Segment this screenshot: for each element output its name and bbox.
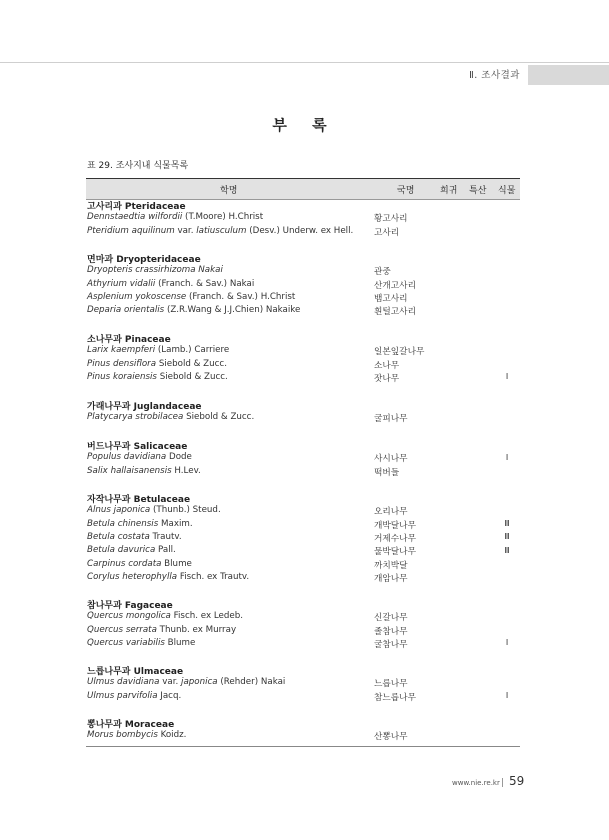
species-author: Blume [164, 637, 196, 648]
species-korean-name: 느릅나무 [374, 679, 408, 690]
species-binomial: Ulmus parvifolia [87, 690, 158, 701]
species-korean-name: 굴참나무 [374, 639, 408, 650]
page-number: 59 [509, 774, 525, 788]
species-binomial: Ulmus davidiana [87, 677, 160, 688]
species-korean-name: 떡버들 [374, 467, 400, 478]
species-scientific-name [87, 345, 229, 355]
species-scientific-name [87, 226, 353, 236]
species-author: Fisch. ex Trautv. [177, 571, 250, 582]
species-korean-name: 물박달나무 [374, 547, 416, 558]
species-scientific-name [87, 625, 236, 635]
family-label: 자작나무과 Betulaceae [87, 495, 191, 505]
species-author: Trautv. [149, 531, 182, 542]
species-author: Thunb. ex Murray [156, 624, 237, 635]
header-rule [0, 62, 609, 63]
family-label: 참나무과 Fagaceae [87, 601, 173, 611]
species-scientific-name [87, 452, 192, 462]
species-korean-name: 관중 [374, 267, 391, 278]
species-korean-name: 개박달나무 [374, 520, 416, 531]
family-label: 느릅나무과 Ulmaceae [87, 667, 184, 677]
species-korean-name: 사시나무 [374, 454, 408, 465]
species-korean-name: 산뽕나무 [374, 732, 408, 743]
species-binomial: Corylus heterophylla [87, 571, 178, 582]
species-scientific-name [87, 545, 176, 555]
species-author-tail: (Rehder) Nakai [217, 677, 286, 688]
species-author: Pall. [155, 545, 176, 556]
species-infraspecific: japonica [181, 677, 218, 688]
species-scientific-name [87, 532, 182, 542]
species-binomial: Larix kaempferi [87, 345, 156, 356]
species-korean-name: 소나무 [374, 360, 400, 371]
species-scientific-name [87, 279, 254, 289]
species-korean-name: 흰털고사리 [374, 307, 416, 318]
species-author: Siebold & Zucc. [183, 412, 255, 423]
species-author: Maxim. [158, 518, 193, 529]
species-korean-name: 참느릅나무 [374, 692, 416, 703]
species-korean-name: 졸참나무 [374, 626, 408, 637]
chapter-tab [528, 65, 609, 85]
species-plant-grade: I [505, 691, 509, 701]
col-rare: 희귀 [440, 186, 458, 196]
species-author: Siebold & Zucc. [156, 371, 228, 382]
footer-url: www.nie.re.kr [452, 779, 500, 787]
species-plant-grade: I [505, 372, 509, 382]
species-korean-name: 오리나무 [374, 507, 408, 518]
species-binomial: Quercus variabilis [87, 637, 165, 648]
species-binomial: Deparia orientalis [87, 305, 165, 316]
species-korean-name: 고사리 [374, 227, 400, 238]
species-scientific-name [87, 519, 193, 529]
species-plant-grade: Ⅲ [504, 545, 510, 555]
species-scientific-name [87, 611, 243, 621]
species-korean-name: 신갈나무 [374, 613, 408, 624]
species-author: (Z.R.Wang & J.J.Chien) Nakaike [164, 305, 301, 316]
species-binomial: Dennstaedtia wilfordii [87, 212, 183, 223]
col-korean-name: 국명 [397, 186, 415, 196]
species-plant-grade: I [505, 638, 509, 648]
species-scientific-name [87, 292, 295, 302]
species-scientific-name [87, 638, 195, 648]
species-scientific-name [87, 212, 263, 222]
species-korean-name: 거제수나무 [374, 533, 416, 544]
species-binomial: Betula costata [87, 531, 150, 542]
species-binomial: Salix hallaisanensis [87, 465, 172, 476]
species-scientific-name [87, 730, 186, 740]
family-label: 가래나무과 Juglandaceae [87, 402, 202, 412]
footer-separator [502, 778, 503, 787]
species-scientific-name [87, 466, 201, 476]
family-label: 면마과 Dryopteridaceae [87, 255, 201, 265]
species-author: (Franch. & Sav.) Nakai [155, 278, 255, 289]
species-korean-name: 황고사리 [374, 214, 408, 225]
species-binomial: Populus davidiana [87, 452, 167, 463]
species-korean-name: 잣나무 [374, 373, 400, 384]
species-binomial: Athyrium vidalii [87, 278, 156, 289]
species-plant-grade: Ⅲ [504, 532, 510, 542]
species-scientific-name [87, 691, 181, 701]
species-binomial: Pinus densiflora [87, 358, 157, 369]
species-scientific-name [87, 265, 223, 275]
table-header [86, 178, 520, 200]
species-binomial: Quercus mongolica [87, 611, 171, 622]
species-author: var. [159, 677, 182, 688]
species-author: Jacq. [157, 690, 182, 701]
species-binomial: Morus bombycis [87, 730, 158, 741]
species-author: (Lamb.) Carriere [155, 345, 230, 356]
species-author: Fisch. ex Ledeb. [170, 611, 244, 622]
col-scientific-name: 학명 [220, 186, 238, 196]
species-binomial: Alnus japonica [87, 505, 151, 516]
species-korean-name: 뱀고사리 [374, 293, 408, 304]
family-label: 고사리과 Pteridaceae [87, 202, 186, 212]
species-binomial: Betula chinensis [87, 518, 159, 529]
species-author: Blume [161, 558, 192, 569]
species-binomial: Pteridium aquilinum [87, 225, 175, 236]
col-plant: 식물 [498, 186, 516, 196]
species-binomial: Dryopteris crassirhizoma Nakai [87, 265, 223, 276]
table-caption: 표 29. 조사지내 식물목록 [87, 161, 189, 171]
species-author: Siebold & Zucc. [156, 358, 227, 369]
table-bottom-rule [86, 746, 520, 747]
species-scientific-name [87, 572, 249, 582]
species-author-tail: (Desv.) Underw. ex Hell. [246, 225, 354, 236]
species-binomial: Quercus serrata [87, 624, 157, 635]
page-title: 부 록 [272, 116, 337, 134]
species-binomial: Asplenium yokoscense [87, 291, 187, 302]
species-author: (Franch. & Sav.) H.Christ [186, 291, 296, 302]
species-binomial: Pinus koraiensis [87, 371, 157, 382]
species-korean-name: 굴피나무 [374, 414, 408, 425]
species-scientific-name [87, 372, 228, 382]
species-scientific-name [87, 412, 254, 422]
species-korean-name: 까치박달 [374, 560, 408, 571]
species-author: (T.Moore) H.Christ [182, 212, 264, 223]
species-korean-name: 일본잎갈나무 [374, 347, 425, 358]
family-label: 소나무과 Pinaceae [87, 335, 171, 345]
species-binomial: Betula davurica [87, 545, 156, 556]
species-scientific-name [87, 305, 300, 315]
species-scientific-name [87, 359, 227, 369]
species-korean-name: 개암나무 [374, 573, 408, 584]
species-infraspecific: latiusculum [196, 225, 247, 236]
species-author: Dode [166, 452, 192, 463]
col-endemic: 특산 [469, 186, 487, 196]
species-plant-grade: I [505, 452, 509, 462]
species-scientific-name [87, 505, 221, 515]
family-label: 뽕나무과 Moraceae [87, 720, 175, 730]
species-scientific-name [87, 677, 285, 687]
species-plant-grade: Ⅲ [504, 519, 510, 529]
species-korean-name: 산개고사리 [374, 280, 416, 291]
species-scientific-name [87, 559, 192, 569]
species-binomial: Platycarya strobilacea [87, 412, 184, 423]
species-author: H.Lev. [171, 465, 201, 476]
species-author: Koidz. [157, 730, 187, 741]
species-author: var. [174, 225, 197, 236]
species-author: (Thunb.) Steud. [150, 505, 221, 516]
species-binomial: Carpinus cordata [87, 558, 162, 569]
chapter-label: Ⅱ. 조사결과 [469, 70, 520, 81]
family-label: 버드나무과 Salicaceae [87, 442, 188, 452]
